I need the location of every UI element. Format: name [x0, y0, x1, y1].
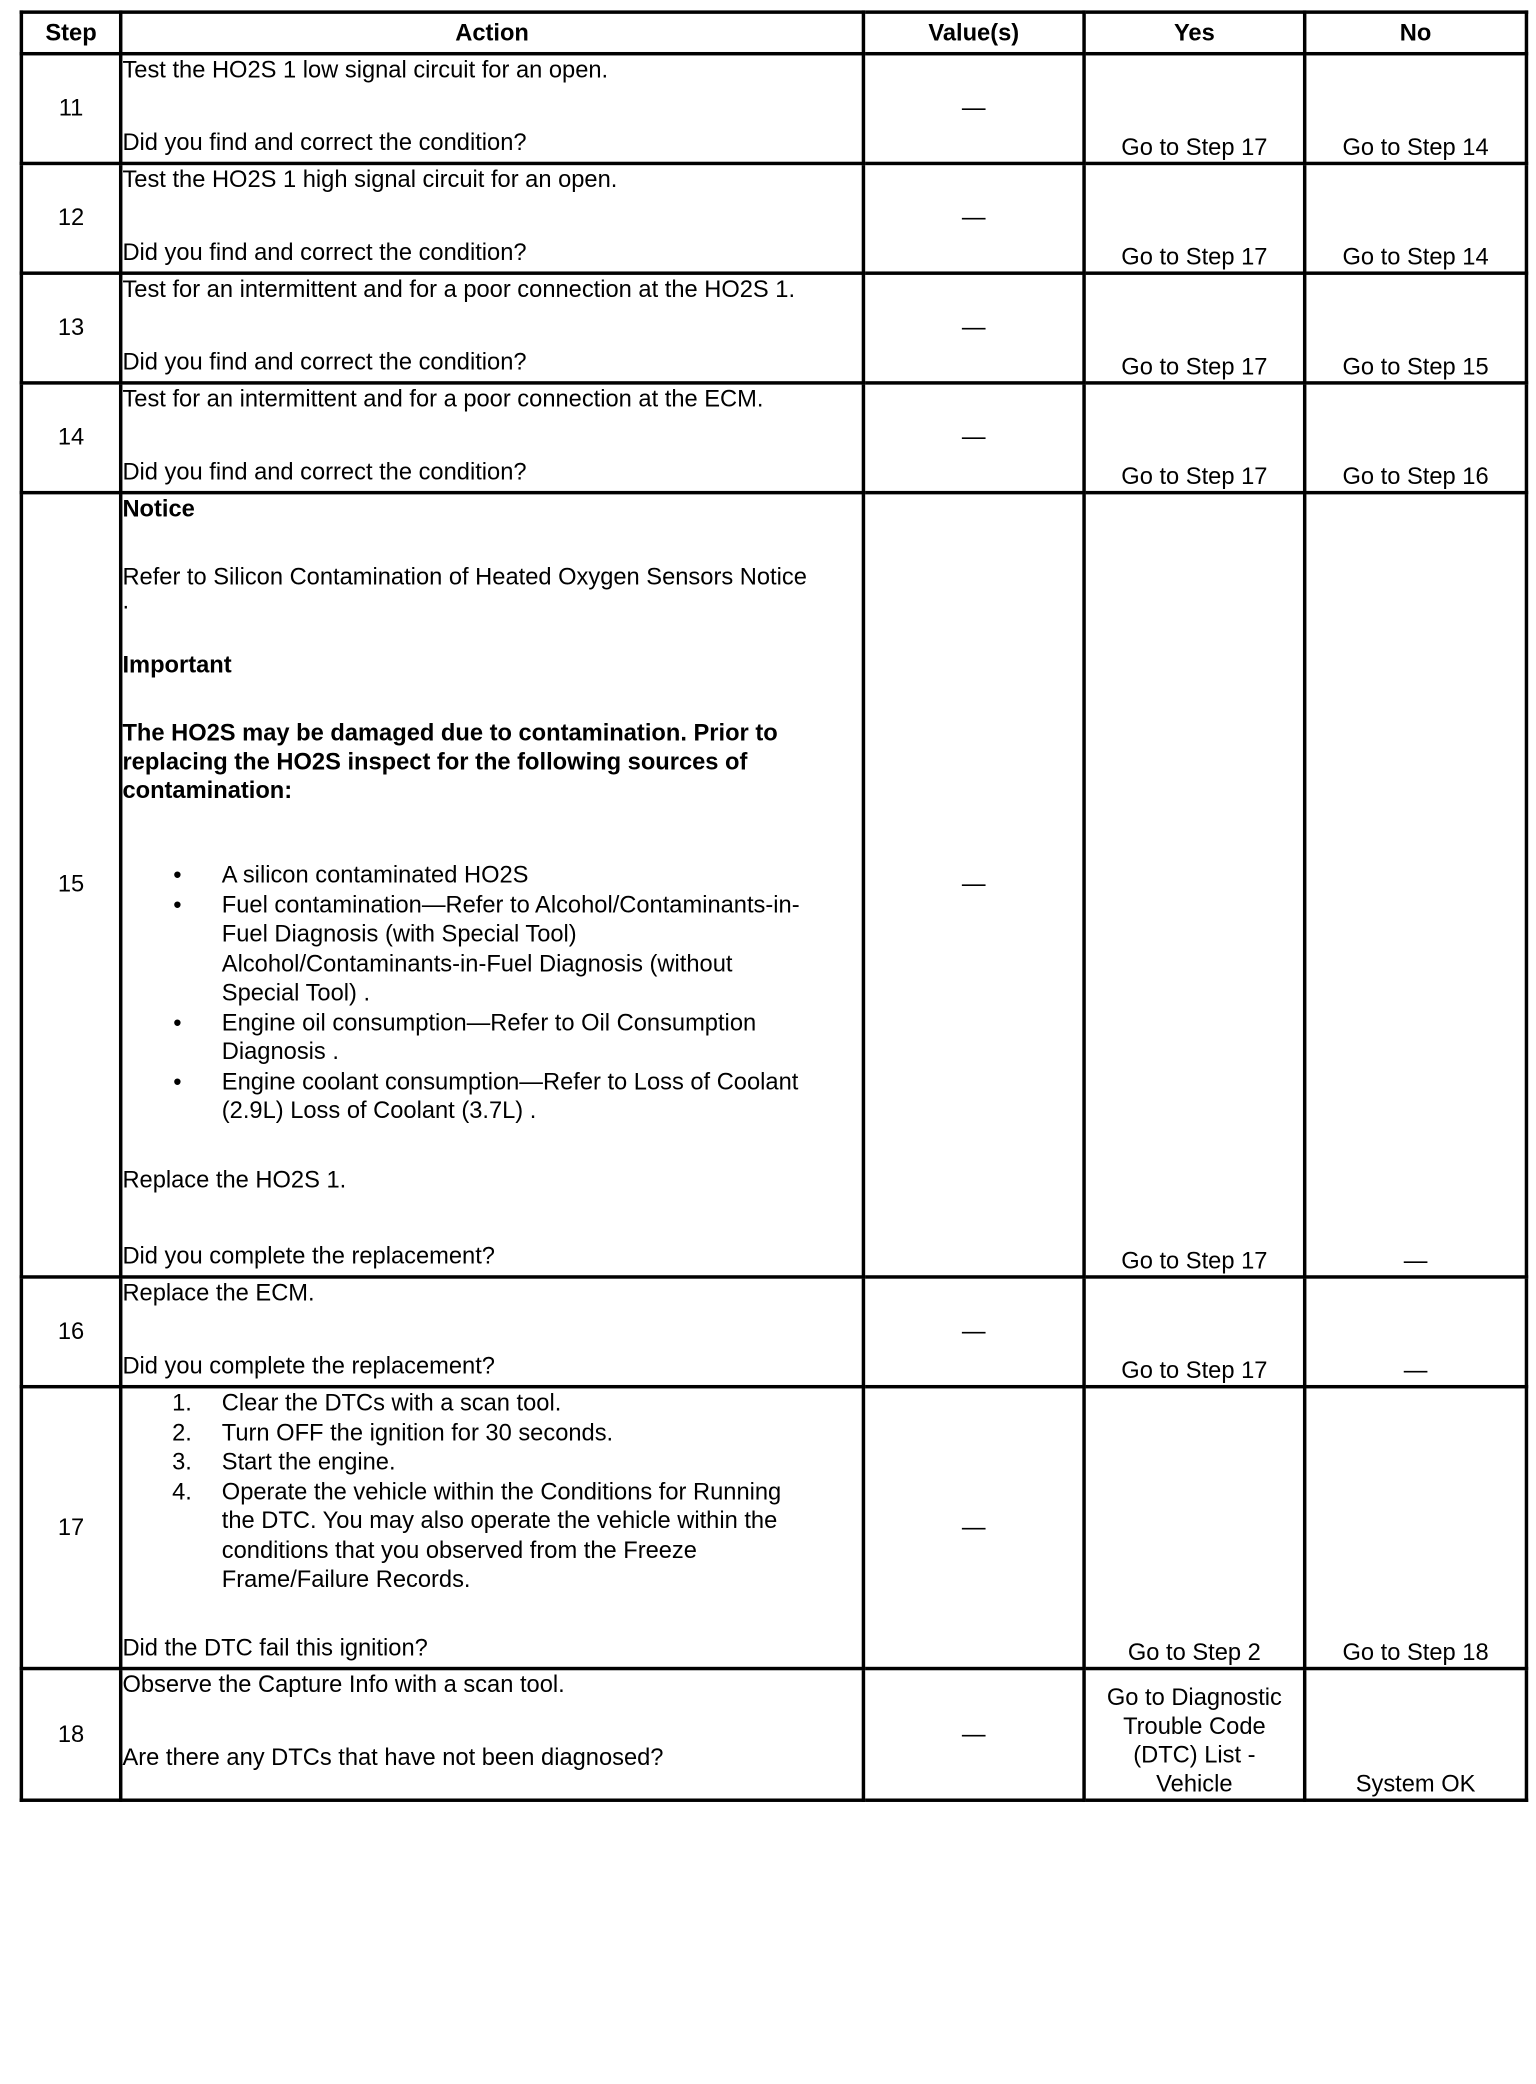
- yes-link[interactable]: Go to Step 17: [1084, 54, 1305, 164]
- step-number: 11: [21, 54, 120, 164]
- table-row-step-16: [21, 1277, 1526, 1387]
- diagnostic-table: [20, 10, 1529, 1802]
- notice-period: .: [122, 587, 130, 615]
- no-link[interactable]: Go to Step 16: [1305, 383, 1527, 493]
- action-question: Did you find and correct the condition?: [122, 348, 527, 376]
- replace-text: Replace the HO2S 1.: [122, 1166, 347, 1193]
- header-yes: Yes: [1084, 12, 1305, 54]
- no-value: —: [1305, 493, 1527, 1277]
- important-heading: Important: [122, 651, 232, 679]
- yes-link[interactable]: Go to Step 2: [1084, 1387, 1305, 1669]
- list-item: • Fuel contamination—Refer to Alcohol/Contaminants-in- Fuel Diagnosis (with Special Tool) Alcohol/Contaminants-in-Fuel Diagnosis (without Special Tool) .: [173, 891, 800, 1007]
- step-number: 18: [21, 1669, 120, 1801]
- action-cell: [121, 493, 864, 1277]
- value-cell: —: [863, 1669, 1084, 1801]
- list-item: • Engine coolant consumption—Refer to Loss of Coolant (2.9L) Loss of Coolant (3.7L) .: [173, 1067, 799, 1124]
- yes-link[interactable]: Go to Step 17: [1084, 1277, 1305, 1387]
- table-row-step-14: [21, 383, 1526, 493]
- item-number: 2.: [172, 1419, 192, 1446]
- step-number: 17: [21, 1387, 120, 1669]
- yes-link[interactable]: Go to Step 17: [1084, 383, 1305, 493]
- value-cell: —: [863, 493, 1084, 1277]
- action-cell: [121, 1277, 864, 1387]
- action-cell: [121, 163, 864, 273]
- list-item: 4. Operate the vehicle within the Conditions for Running the DTC. You may also operate the vehicle within the conditions that you observed from the Freeze Frame/Failure Records.: [172, 1477, 782, 1593]
- contamination-list: [122, 861, 861, 1126]
- header-row: [21, 12, 1526, 54]
- action-cell: [121, 1669, 864, 1801]
- step-number: 12: [21, 163, 120, 273]
- header-action: Action: [121, 12, 864, 54]
- header-values: Value(s): [863, 12, 1084, 54]
- no-link[interactable]: Go to Step 14: [1305, 163, 1527, 273]
- table-row-step-17: [21, 1387, 1526, 1669]
- step-number: 16: [21, 1277, 120, 1387]
- no-link[interactable]: Go to Step 18: [1305, 1387, 1527, 1669]
- notice-heading: Notice: [122, 495, 195, 523]
- no-link[interactable]: Go to Step 14: [1305, 54, 1527, 164]
- value-cell: —: [863, 273, 1084, 383]
- procedure-list: [122, 1388, 861, 1594]
- table-row-step-18: [21, 1669, 1526, 1801]
- table-row-step-13: [21, 273, 1526, 383]
- list-item: • A silicon contaminated HO2S: [173, 861, 529, 889]
- list-item: 1. Clear the DTCs with a scan tool.: [172, 1389, 562, 1417]
- action-text: Observe the Capture Info with a scan tool.: [122, 1671, 565, 1698]
- header-no: No: [1305, 12, 1527, 54]
- item-number: 3.: [172, 1448, 192, 1476]
- table-row-step-12: [21, 163, 1526, 273]
- no-value: System OK: [1305, 1669, 1527, 1801]
- action-text: Test for an intermittent and for a poor connection at the HO2S 1.: [122, 276, 796, 303]
- value-cell: —: [863, 383, 1084, 493]
- yes-link[interactable]: Go to Step 17: [1084, 163, 1305, 273]
- header-step: Step: [21, 12, 120, 54]
- action-question: Did you complete the replacement?: [122, 1242, 495, 1270]
- list-item: • Engine oil consumption—Refer to Oil Consumption Diagnosis .: [173, 1008, 757, 1066]
- bullet-marker: •: [173, 861, 182, 889]
- action-cell: [121, 383, 864, 493]
- important-text: The HO2S may be damaged due to contamination. Prior to replacing the HO2S inspect for the following sources of contamination:: [122, 719, 778, 804]
- action-text: Test the HO2S 1 low signal circuit for an open.: [122, 56, 609, 84]
- bullet-marker: •: [173, 1067, 182, 1095]
- action-body: [122, 494, 861, 1193]
- yes-link[interactable]: Go to Diagnostic Trouble Code (DTC) List - Vehicle: [1084, 1669, 1305, 1801]
- action-cell: [121, 54, 864, 164]
- table-row-step-11: [21, 54, 1526, 164]
- value-cell: —: [863, 1387, 1084, 1669]
- value-cell: —: [863, 1277, 1084, 1387]
- value-cell: —: [863, 54, 1084, 164]
- step-number: 15: [21, 493, 120, 1277]
- action-question: Did you find and correct the condition?: [122, 458, 527, 486]
- action-question: Did you complete the replacement?: [122, 1352, 495, 1380]
- bullet-marker: •: [173, 1008, 182, 1036]
- table-row-step-15: [21, 493, 1526, 1277]
- no-link[interactable]: Go to Step 15: [1305, 273, 1527, 383]
- action-text: Replace the ECM.: [122, 1279, 315, 1307]
- action-text: Test for an intermittent and for a poor connection at the ECM.: [122, 385, 764, 413]
- action-question: Are there any DTCs that have not been diagnosed?: [122, 1744, 664, 1771]
- step-number: 13: [21, 273, 120, 383]
- list-item: 2. Turn OFF the ignition for 30 seconds.: [172, 1419, 614, 1446]
- item-number: 4.: [172, 1477, 192, 1505]
- notice-text: Refer to Silicon Contamination of Heated Oxygen Sensors Notice: [122, 563, 807, 591]
- no-value: —: [1305, 1277, 1527, 1387]
- step-number: 14: [21, 383, 120, 493]
- yes-link[interactable]: Go to Step 17: [1084, 273, 1305, 383]
- action-question: Did you find and correct the condition?: [122, 129, 527, 156]
- action-text: Test the HO2S 1 high signal circuit for an open.: [122, 166, 618, 193]
- item-number: 1.: [172, 1389, 192, 1417]
- list-item: 3. Start the engine.: [172, 1448, 396, 1476]
- yes-link[interactable]: Go to Step 17: [1084, 493, 1305, 1277]
- action-cell: [121, 273, 864, 383]
- action-question: Did the DTC fail this ignition?: [122, 1634, 428, 1662]
- action-cell: [121, 1387, 864, 1669]
- bullet-marker: •: [173, 891, 182, 918]
- action-question: Did you find and correct the condition?: [122, 239, 527, 266]
- value-cell: —: [863, 163, 1084, 273]
